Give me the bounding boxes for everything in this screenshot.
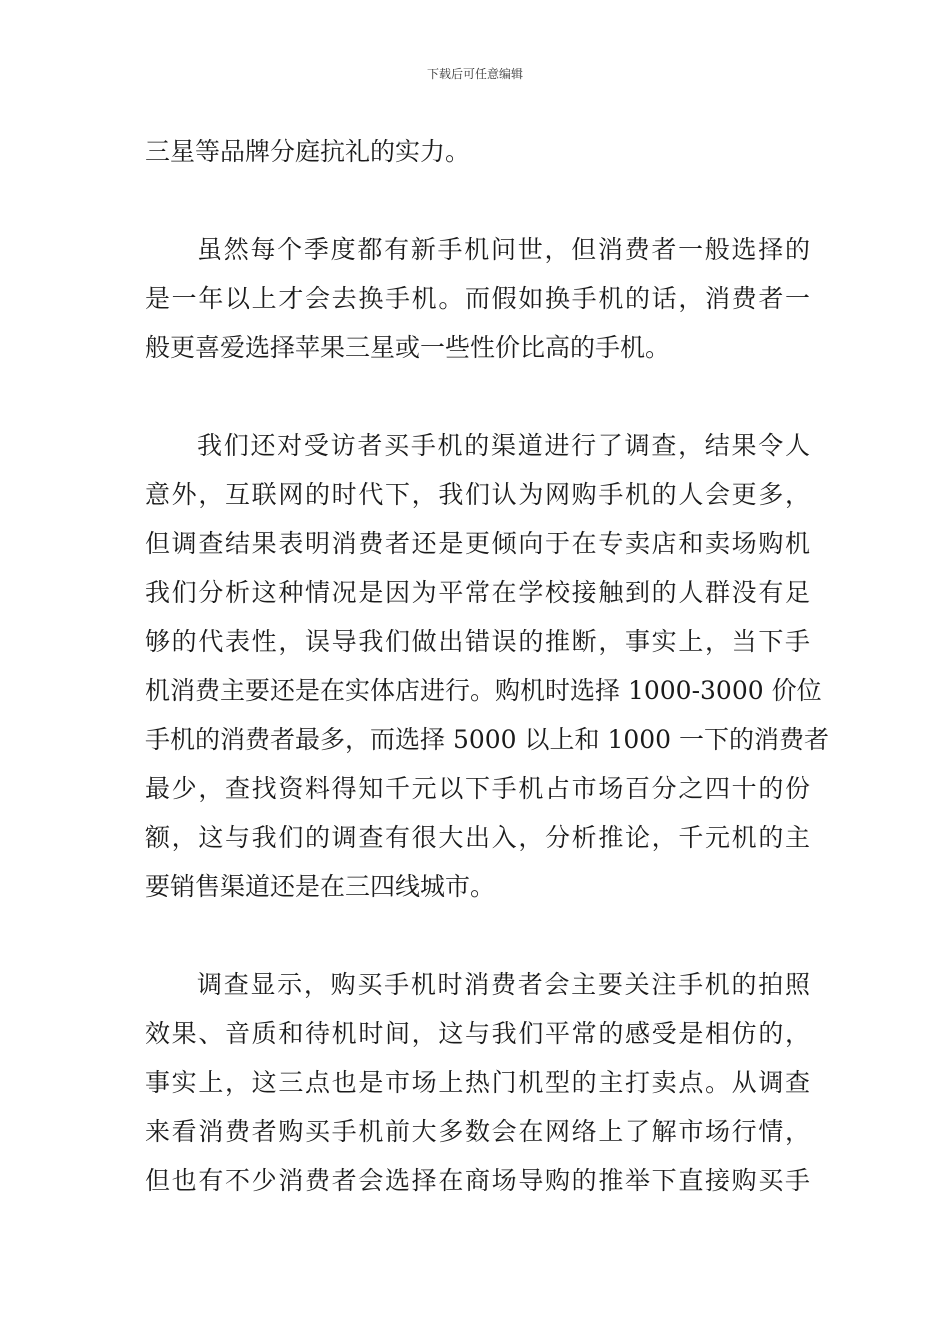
paragraph	[145, 225, 810, 372]
page-header: 下载后可任意编辑	[426, 67, 523, 81]
text-line: 我们分析这种情况是因为平常在学校接触到的人群没有足	[145, 578, 810, 607]
text-line: 三星等品牌分庭抗礼的实力。	[145, 137, 471, 166]
text-line: 般更喜爱选择苹果三星或一些性价比高的手机。	[145, 333, 671, 362]
text-line: 够的代表性，误导我们做出错误的推断，事实上，当下手	[145, 627, 810, 656]
paragraph	[145, 127, 810, 176]
text-line: 但调查结果表明消费者还是更倾向于在专卖店和卖场购机	[145, 529, 810, 558]
text-line: 调查显示，购买手机时消费者会主要关注手机的拍照	[197, 970, 810, 999]
paragraph-gap	[145, 372, 810, 421]
text-line: 效果、音质和待机时间，这与我们平常的感受是相仿的，	[145, 1019, 810, 1048]
text-line: 我们还对受访者买手机的渠道进行了调查，结果令人	[197, 431, 810, 460]
text-line: 意外，互联网的时代下，我们认为网购手机的人会更多，	[145, 480, 810, 509]
text-line: 虽然每个季度都有新手机问世，但消费者一般选择的	[197, 235, 810, 264]
text-line: 额，这与我们的调查有很大出入，分析推论，千元机的主	[145, 823, 810, 852]
text-line: 手机的消费者最多，而选择 5000 以上和 1000 一下的消费者	[145, 725, 830, 754]
text-line: 来看消费者购买手机前大多数会在网络上了解市场行情，	[145, 1117, 810, 1146]
text-line: 是一年以上才会去换手机。而假如换手机的话，消费者一	[145, 284, 810, 313]
text-line: 机消费主要还是在实体店进行。购机时选择 1000-3000 价位	[145, 676, 822, 705]
paragraph	[145, 421, 830, 911]
text-line: 事实上，这三点也是市场上热门机型的主打卖点。从调查	[145, 1068, 810, 1097]
paragraph-gap	[145, 176, 810, 225]
paragraph	[145, 960, 810, 1205]
paragraph-gap	[145, 911, 810, 960]
text-line: 要销售渠道还是在三四线城市。	[145, 872, 496, 901]
text-line: 但也有不少消费者会选择在商场导购的推举下直接购买手	[145, 1166, 810, 1195]
document-body	[145, 127, 830, 1205]
text-line: 最少，查找资料得知千元以下手机占市场百分之四十的份	[145, 774, 810, 803]
